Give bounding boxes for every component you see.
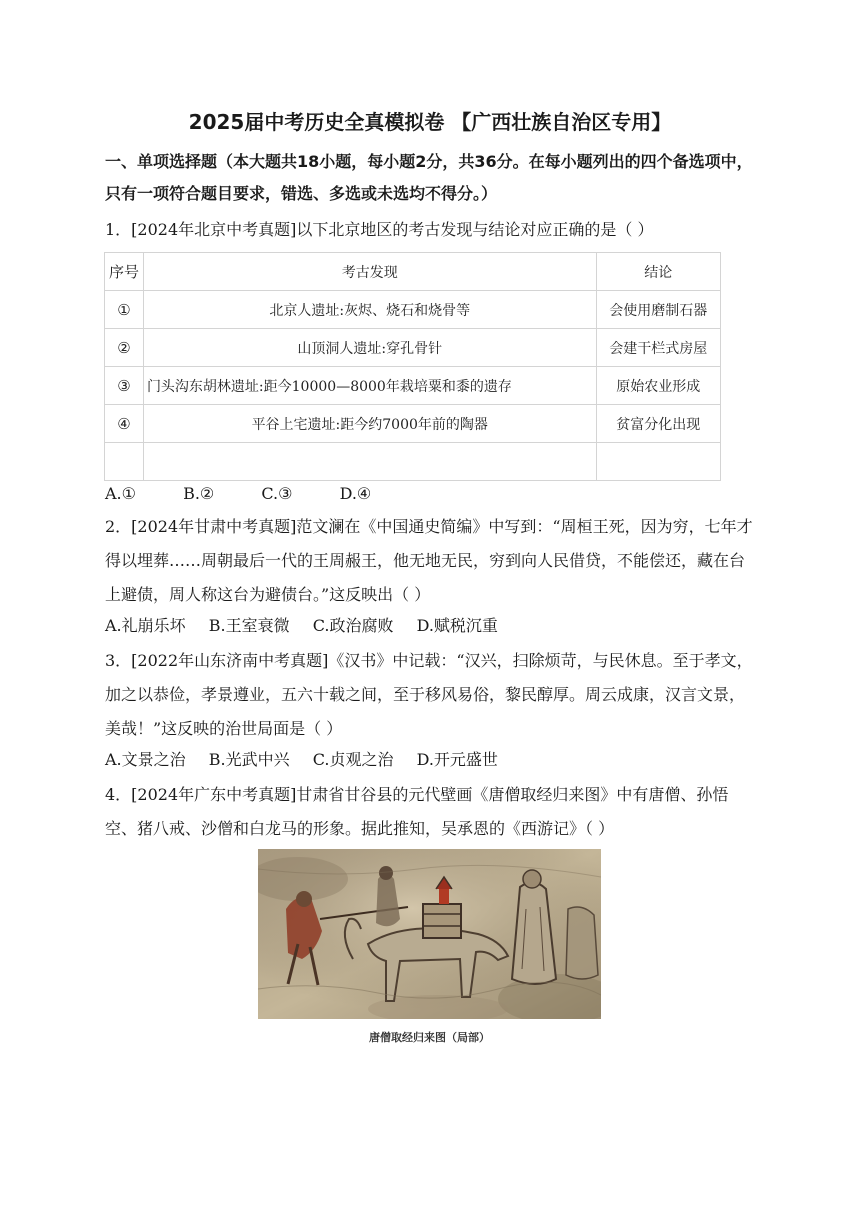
option-d[interactable]: D.④	[339, 484, 372, 503]
table-row	[105, 443, 721, 481]
question-4-stem: 4．[2024年广东中考真题]甘肃省甘谷县的元代壁画《唐僧取经归来图》中有唐僧、孙悟空、猪八戒、沙僧和白龙马的形象。据此推知，吴承恩的《西游记》（ ）	[105, 785, 729, 838]
table-header-cell: 考古发现	[143, 253, 596, 291]
question-1-stem: 1．[2024年北京中考真题]以下北京地区的考古发现与结论对应正确的是（ ）	[105, 220, 654, 239]
table-cell: ④	[105, 405, 144, 443]
table-cell: 原始农业形成	[596, 367, 720, 405]
table-cell	[596, 443, 720, 481]
table-cell: ①	[105, 291, 144, 329]
table-row	[105, 329, 721, 367]
question-3-stem: 3．[2022年山东济南中考真题]《汉书》中记载：“汉兴，扫除烦苛，与民休息。至于孝文，加之以恭俭，孝景遵业，五六十载之间，至于移风易俗，黎民醇厚。周云成康，汉言文景，美哉！”这反映的治世局面是（ ）	[105, 651, 753, 738]
table-cell: 平谷上宅遗址:距今约7000年前的陶器	[143, 405, 596, 443]
table-cell: ③	[105, 367, 144, 405]
option-d[interactable]: D.赋税沉重	[416, 616, 498, 635]
option-c[interactable]: C.政治腐败	[312, 616, 394, 635]
question-3-options	[105, 748, 516, 772]
table-row	[105, 291, 721, 329]
exam-title: 2025届中考历史全真模拟卷 【广西壮族自治区专用】	[188, 110, 672, 134]
table-cell: 贫富分化出现	[596, 405, 720, 443]
question-2-stem: 2．[2024年甘肃中考真题]范文澜在《中国通史简编》中写到：“周桓王死，因为穷，七年才得以埋葬……周朝最后一代的王周赧王，他无地无民，穷到向人民借贷，不能偿还，藏在台上避债，周人称这台为避债台。”这反映出（ ）	[105, 517, 753, 604]
table-cell: 会建干栏式房屋	[596, 329, 720, 367]
question-1-options	[105, 482, 389, 506]
table-row	[105, 405, 721, 443]
table-cell: 门头沟东胡林遗址:距今10000—8000年栽培粟和黍的遗存	[143, 367, 596, 405]
question-2-options	[105, 614, 516, 638]
option-a[interactable]: A.①	[105, 484, 136, 503]
image-caption: 唐僧取经归来图（局部）	[369, 1031, 490, 1044]
table-header-cell: 结论	[596, 253, 720, 291]
table-cell: 会使用磨制石器	[596, 291, 720, 329]
archaeology-table	[104, 252, 721, 481]
table-cell: ②	[105, 329, 144, 367]
option-c[interactable]: C.③	[261, 484, 293, 503]
option-c[interactable]: C.贞观之治	[312, 750, 394, 769]
section-heading: 一、单项选择题（本大题共18小题，每小题2分，共36分。在每小题列出的四个备选项中，只有一项符合题目要求，错选、多选或未选均不得分。）	[105, 152, 753, 203]
table-row	[105, 367, 721, 405]
option-b[interactable]: B.光武中兴	[208, 750, 290, 769]
table-header-row	[105, 253, 721, 291]
mural-image	[258, 849, 601, 1019]
option-b[interactable]: B.王室衰微	[208, 616, 290, 635]
table-header-cell: 序号	[105, 253, 144, 291]
table-cell: 北京人遗址:灰烬、烧石和烧骨等	[143, 291, 596, 329]
option-d[interactable]: D.开元盛世	[416, 750, 498, 769]
option-a[interactable]: A.礼崩乐坏	[105, 616, 186, 635]
table-cell	[105, 443, 144, 481]
option-b[interactable]: B.②	[183, 484, 215, 503]
table-cell	[143, 443, 596, 481]
table-cell: 山顶洞人遗址:穿孔骨针	[143, 329, 596, 367]
option-a[interactable]: A.文景之治	[105, 750, 186, 769]
